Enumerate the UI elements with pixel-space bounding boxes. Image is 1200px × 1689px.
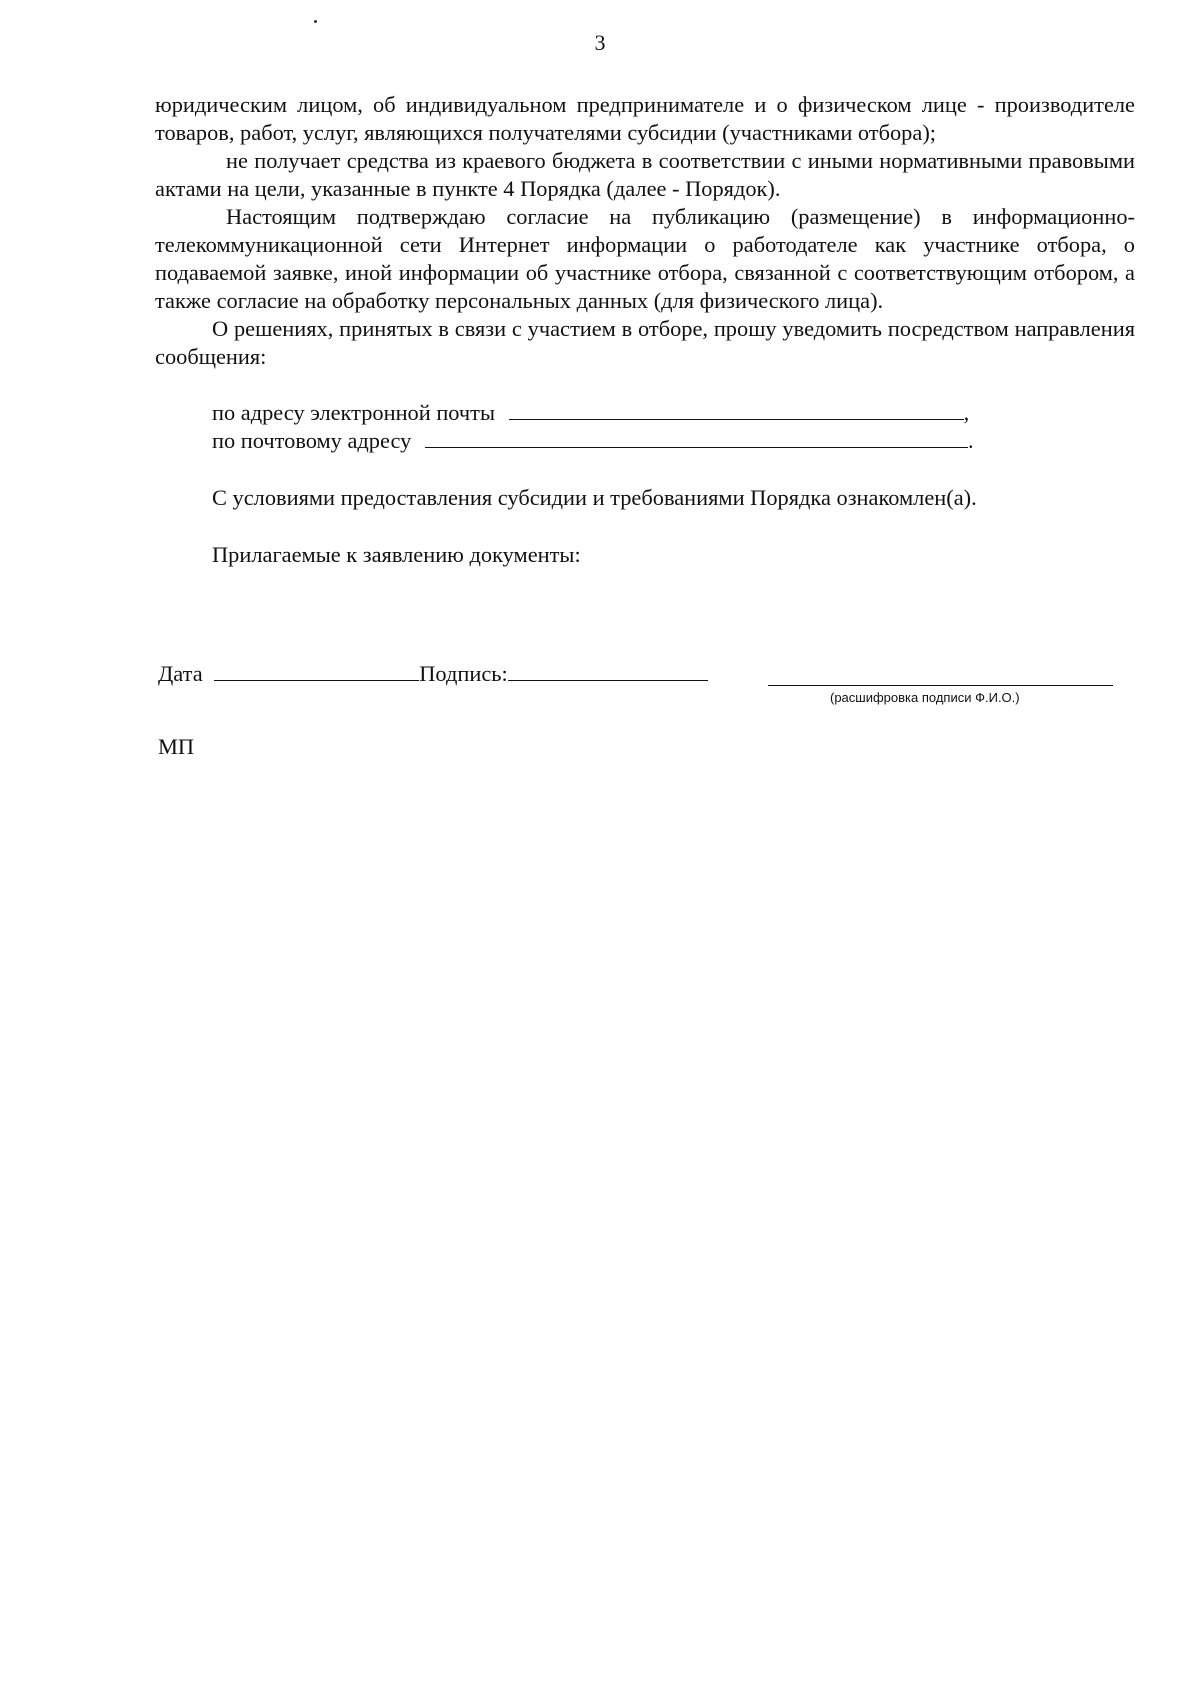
postal-blank-line[interactable] bbox=[425, 427, 968, 448]
paragraph-legal-entity: юридическим лицом, об индивидуальном предпринимателе и о физическом лице - производителе товаров, работ, услуг, являющихся получателями субсидии (участниками отбора); bbox=[155, 92, 1135, 145]
fio-caption: (расшифровка подписи Ф.И.О.) bbox=[830, 690, 1020, 705]
stamp-place-label: МП bbox=[158, 734, 195, 759]
email-blank-line[interactable] bbox=[509, 399, 964, 420]
paragraph-no-budget-funds: не получает средства из краевого бюджета в соответствии с иными нормативными правовыми актами на цели, указанные в пункте 4 Порядка (далее - Порядок). bbox=[155, 148, 1135, 201]
signature-label: Подпись: bbox=[419, 661, 508, 686]
signature-row bbox=[158, 660, 708, 688]
date-label: Дата bbox=[158, 661, 203, 686]
postal-field-row bbox=[212, 427, 974, 455]
document-body bbox=[155, 91, 1135, 371]
signature-blank-line[interactable] bbox=[508, 660, 708, 681]
page-number: 3 bbox=[594, 30, 606, 55]
postal-field-end: . bbox=[967, 428, 974, 453]
email-field-label: по адресу электронной почты bbox=[212, 400, 496, 425]
fio-blank-line[interactable] bbox=[768, 685, 1113, 686]
attachments-label: Прилагаемые к заявлению документы: bbox=[212, 542, 581, 567]
scan-speck bbox=[314, 20, 317, 23]
acknowledgement-text: С условиями предоставления субсидии и требованиями Порядка ознакомлен(а). bbox=[212, 485, 977, 510]
email-field-end: , bbox=[963, 400, 970, 425]
date-blank-line[interactable] bbox=[214, 660, 419, 681]
paragraph-consent: Настоящим подтверждаю согласие на публикацию (размещение) в информационно-телекоммуникационной сети Интернет информации о работодателе как участнике отбора, о подаваемой заявке, иной информации об участнике отбора, связанной с соответствующим отбором, а также согласие на обработку персональных данных (для физического лица). bbox=[155, 204, 1135, 313]
postal-field-label: по почтовому адресу bbox=[212, 428, 412, 453]
email-field-row bbox=[212, 399, 969, 427]
paragraph-notification: О решениях, принятых в связи с участием в отборе, прошу уведомить посредством направления сообщения: bbox=[155, 316, 1135, 369]
